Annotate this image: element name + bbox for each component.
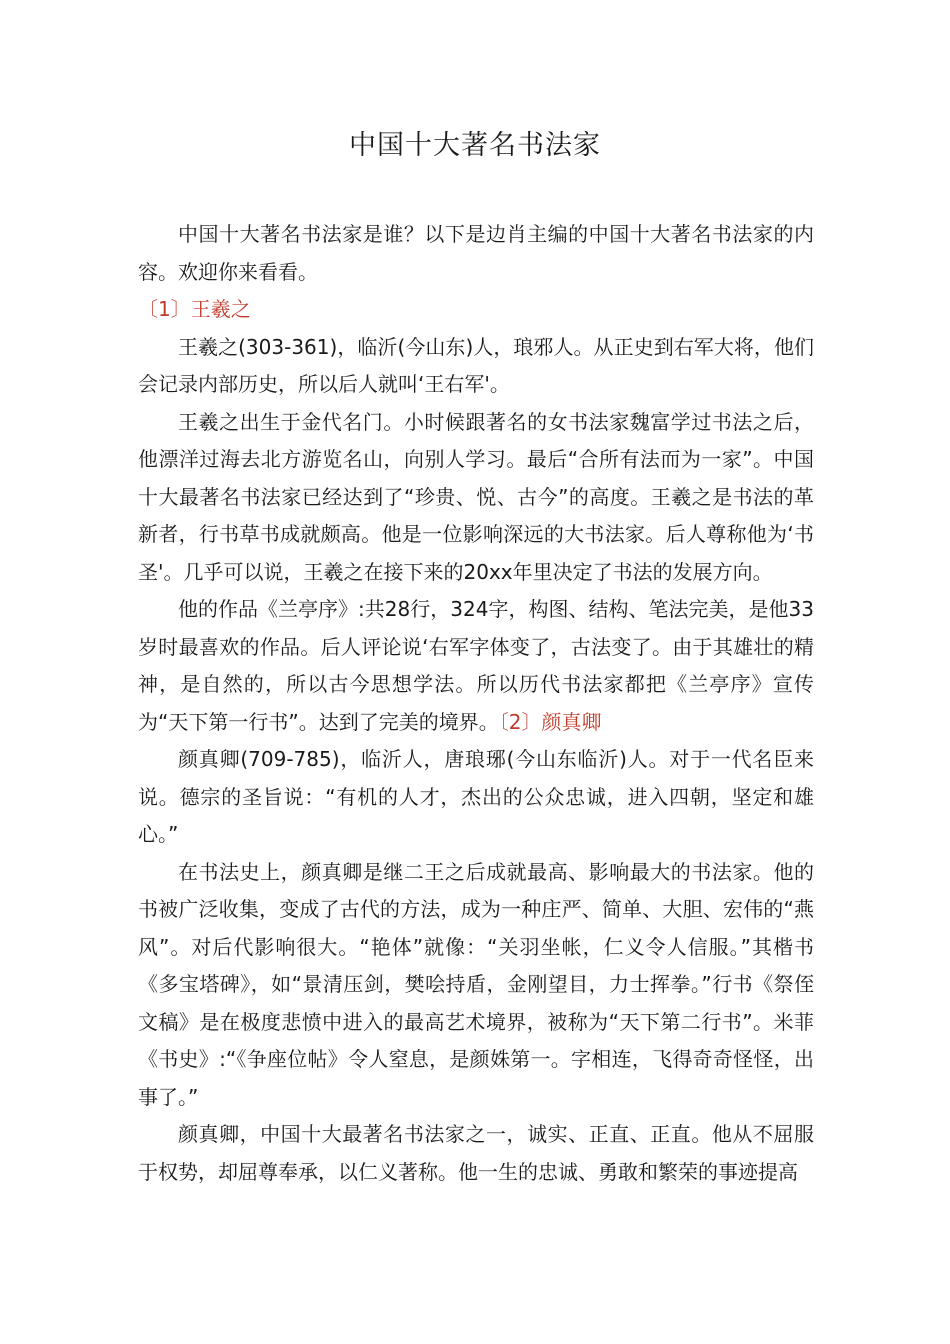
paragraph xyxy=(138,591,814,741)
page-title: 中国十大著名书法家 xyxy=(349,130,601,161)
section-heading-yan-zhenqing: 〔2〕颜真卿 xyxy=(498,709,602,734)
paragraph-text: 他的作品《兰亭序》:共28行，324字，构图、结构、笔法完美，是他33岁时最喜欢的作品。后人评论说‘右军字体变了，古法变了。由于其雄壮的精神，是自然的，所以古今思想学法。所以历代书法家都把《兰亭序》宣传为“天下第一行书”。达到了完美的境界。 xyxy=(138,597,814,734)
document-body xyxy=(138,216,814,1191)
intro-paragraph: 中国十大著名书法家是谁？以下是边肖主编的中国十大著名书法家的内容。欢迎你来看看。 xyxy=(138,222,814,284)
paragraph: 王羲之(303-361)，临沂(今山东)人，琅邪人。从正史到右军大将，他们会记录内部历史，所以后人就叫‘王右军'。 xyxy=(138,334,814,396)
section-heading-wang-xizhi: 〔1〕王羲之 xyxy=(138,297,251,321)
paragraph: 在书法史上，颜真卿是继二王之后成就最高、影响最大的书法家。他的书被广泛收集，变成了古代的方法，成为一种庄严、简单、大胆、宏伟的“燕风”。对后代影响很大。“艳体”就像：“关羽坐帐，仁义令人信服。”其楷书《多宝塔碑》，如“景清压剑，樊哙持盾，金刚望目，力士挥拳。”行书《祭侄文稿》是在极度悲愤中进入的最高艺术境界，被称为“天下第二行书”。米菲《书史》:“《争座位帖》令人窒息，是颜姝第一。字相连，飞得奇奇怪怪，出事了。” xyxy=(138,859,814,1109)
paragraph: 颜真卿(709-785)，临沂人，唐琅琊(今山东临沂)人。对于一代名臣来说。德宗的圣旨说：“有机的人才，杰出的公众忠诚，进入四朝，坚定和雄心。” xyxy=(138,747,814,846)
paragraph: 颜真卿，中国十大最著名书法家之一，诚实、正直、正直。他从不屈服于权势，却屈尊奉承，以仁义著称。他一生的忠诚、勇敢和繁荣的事迹提高 xyxy=(138,1122,814,1184)
paragraph: 王羲之出生于金代名门。小时候跟著名的女书法家魏富学过书法之后，他漂洋过海去北方游览名山，向别人学习。最后“合所有法而为一家”。中国十大最著名书法家已经达到了“珍贵、悦、古今”的高度。王羲之是书法的革新者，行书草书成就颇高。他是一位影响深远的大书法家。后人尊称他为‘书圣'。几乎可以说，王羲之在接下来的20xx年里决定了书法的发展方向。 xyxy=(138,409,814,584)
